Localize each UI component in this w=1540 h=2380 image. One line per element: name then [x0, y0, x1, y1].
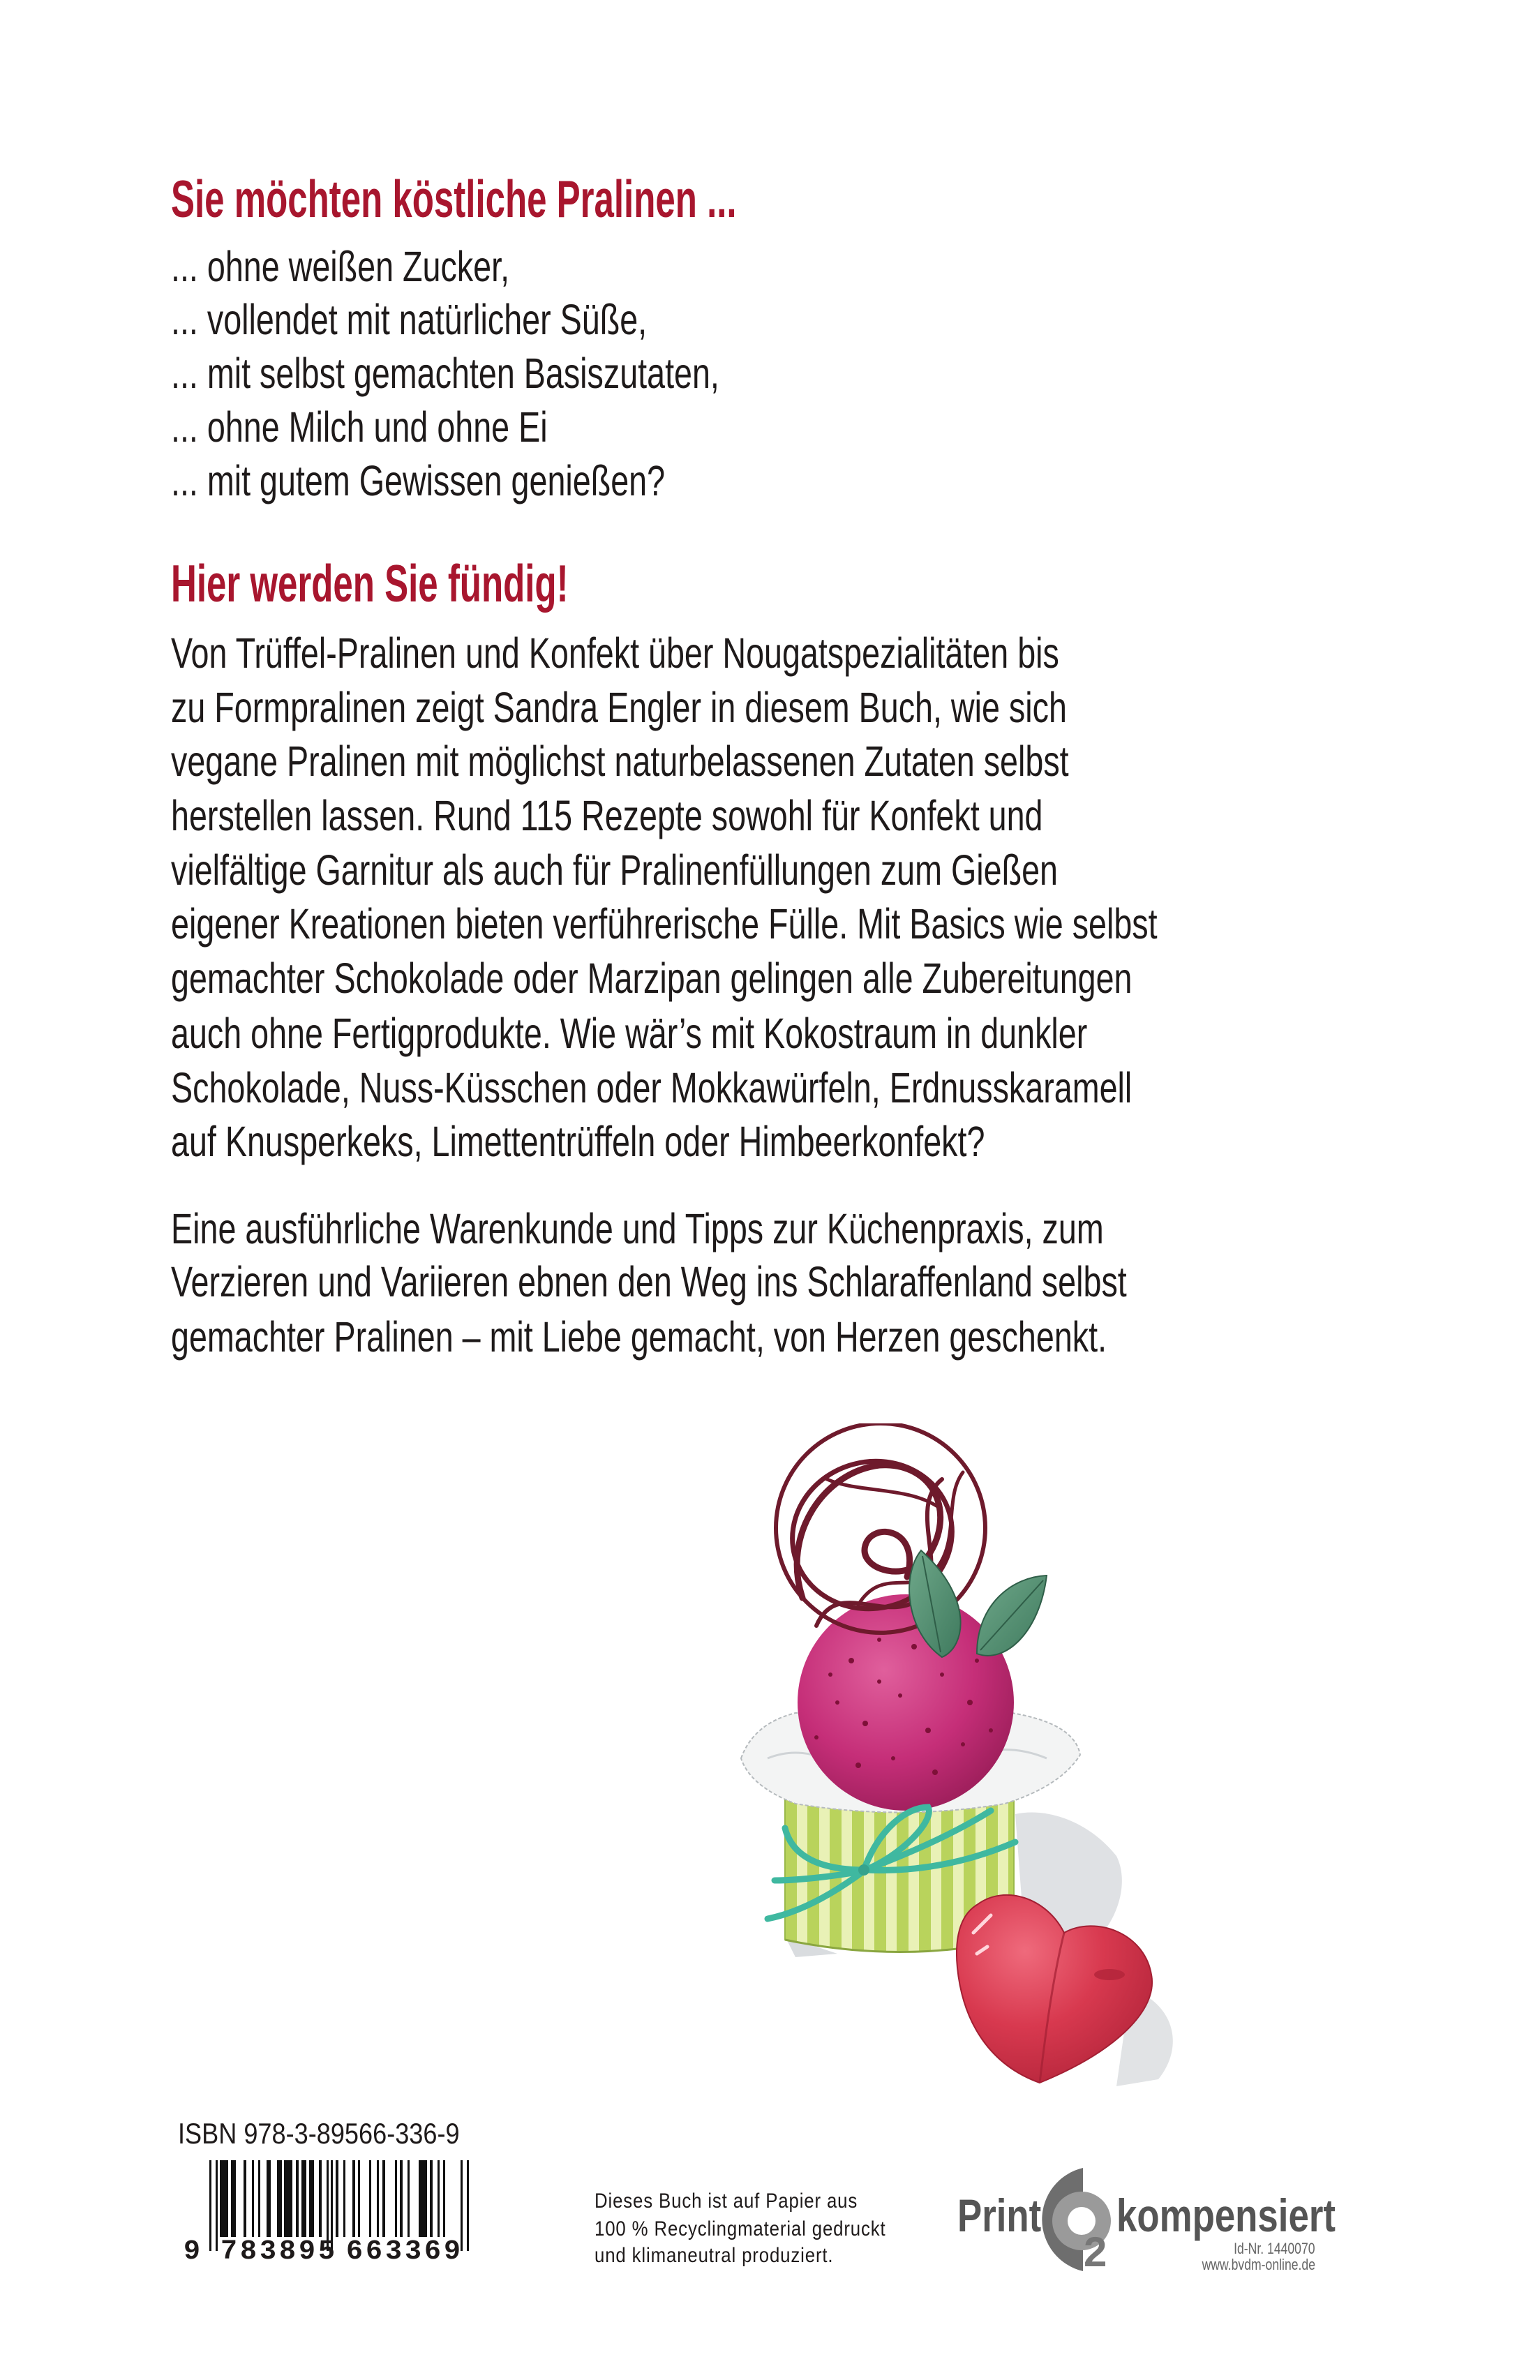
intro-list-item: ... mit gutem Gewissen genießen? — [171, 457, 666, 504]
intro-list-item: ... vollendet mit natürlicher Süße, — [171, 296, 648, 343]
paragraph-line: vielfältige Garnitur als auch für Pralinenfüllungen zum Gießen — [171, 846, 1058, 894]
praline-illustration — [726, 1423, 1186, 2093]
barcode-digits-left: 783895 — [220, 2236, 338, 2268]
paragraph-line: zu Formpralinen zeigt Sandra Engler in diesem Buch, wie sich — [171, 684, 1067, 731]
recycling-note-line: 100 % Recyclingmaterial gedruckt — [595, 2217, 886, 2240]
paragraph-line: auf Knusperkeks, Limettentrüffeln oder Himbeerkonfekt? — [171, 1118, 985, 1165]
paragraph-line: Von Trüffel-Pralinen und Konfekt über Nougatspezialitäten bis — [171, 629, 1059, 677]
intro-list-item: ... mit selbst gemachten Basiszutaten, — [171, 350, 719, 397]
logo-word-print: Print — [957, 2190, 1042, 2241]
paragraph-line: auch ohne Fertigprodukte. Wie wär’s mit Kokostraum in dunkler — [171, 1010, 1088, 1057]
logo-url: www.bvdm-online.de — [1202, 2256, 1315, 2273]
barcode-digit-first: 9 — [184, 2236, 201, 2268]
intro-heading: Sie möchten köstliche Pralinen ... — [171, 170, 737, 228]
co2-subscript: 2 — [1084, 2229, 1107, 2275]
intro-list-item: ... ohne weißen Zucker, — [171, 243, 510, 290]
paragraph-line: gemachter Pralinen – mit Liebe gemacht, von Herzen geschenkt. — [171, 1313, 1107, 1361]
paragraph-line: Schokolade, Nuss-Küsschen oder Mokkawürfeln, Erdnusskaramell — [171, 1064, 1132, 1112]
recycling-note-line: Dieses Buch ist auf Papier aus — [595, 2190, 858, 2213]
paragraph-line: Verzieren und Variieren ebnen den Weg ins Schlaraffenland selbst — [171, 1258, 1127, 1305]
isbn-label: ISBN 978-3-89566-336-9 — [178, 2117, 460, 2150]
barcode-digits-right: 663369 — [346, 2236, 464, 2268]
paragraph-line: herstellen lassen. Rund 115 Rezepte sowohl für Konfekt und — [171, 792, 1043, 839]
paragraph-line: gemachter Schokolade oder Marzipan gelingen alle Zubereitungen — [171, 955, 1132, 1002]
section-heading: Hier werden Sie fündig! — [171, 554, 569, 613]
recycling-note-line: und klimaneutral produziert. — [595, 2244, 834, 2267]
paragraph-line: eigener Kreationen bieten verführerische Fülle. Mit Basics wie selbst — [171, 900, 1158, 948]
paragraph-line: Eine ausführliche Warenkunde und Tipps zur Küchenpraxis, zum — [171, 1205, 1104, 1252]
paragraph-line: vegane Pralinen mit möglichst naturbelassenen Zutaten selbst — [171, 738, 1069, 785]
logo-id-number: Id-Nr. 1440070 — [1234, 2240, 1315, 2257]
logo-word-kompensiert: kompensiert — [1116, 2190, 1336, 2241]
intro-list-item: ... ohne Milch und ohne Ei — [171, 403, 548, 451]
